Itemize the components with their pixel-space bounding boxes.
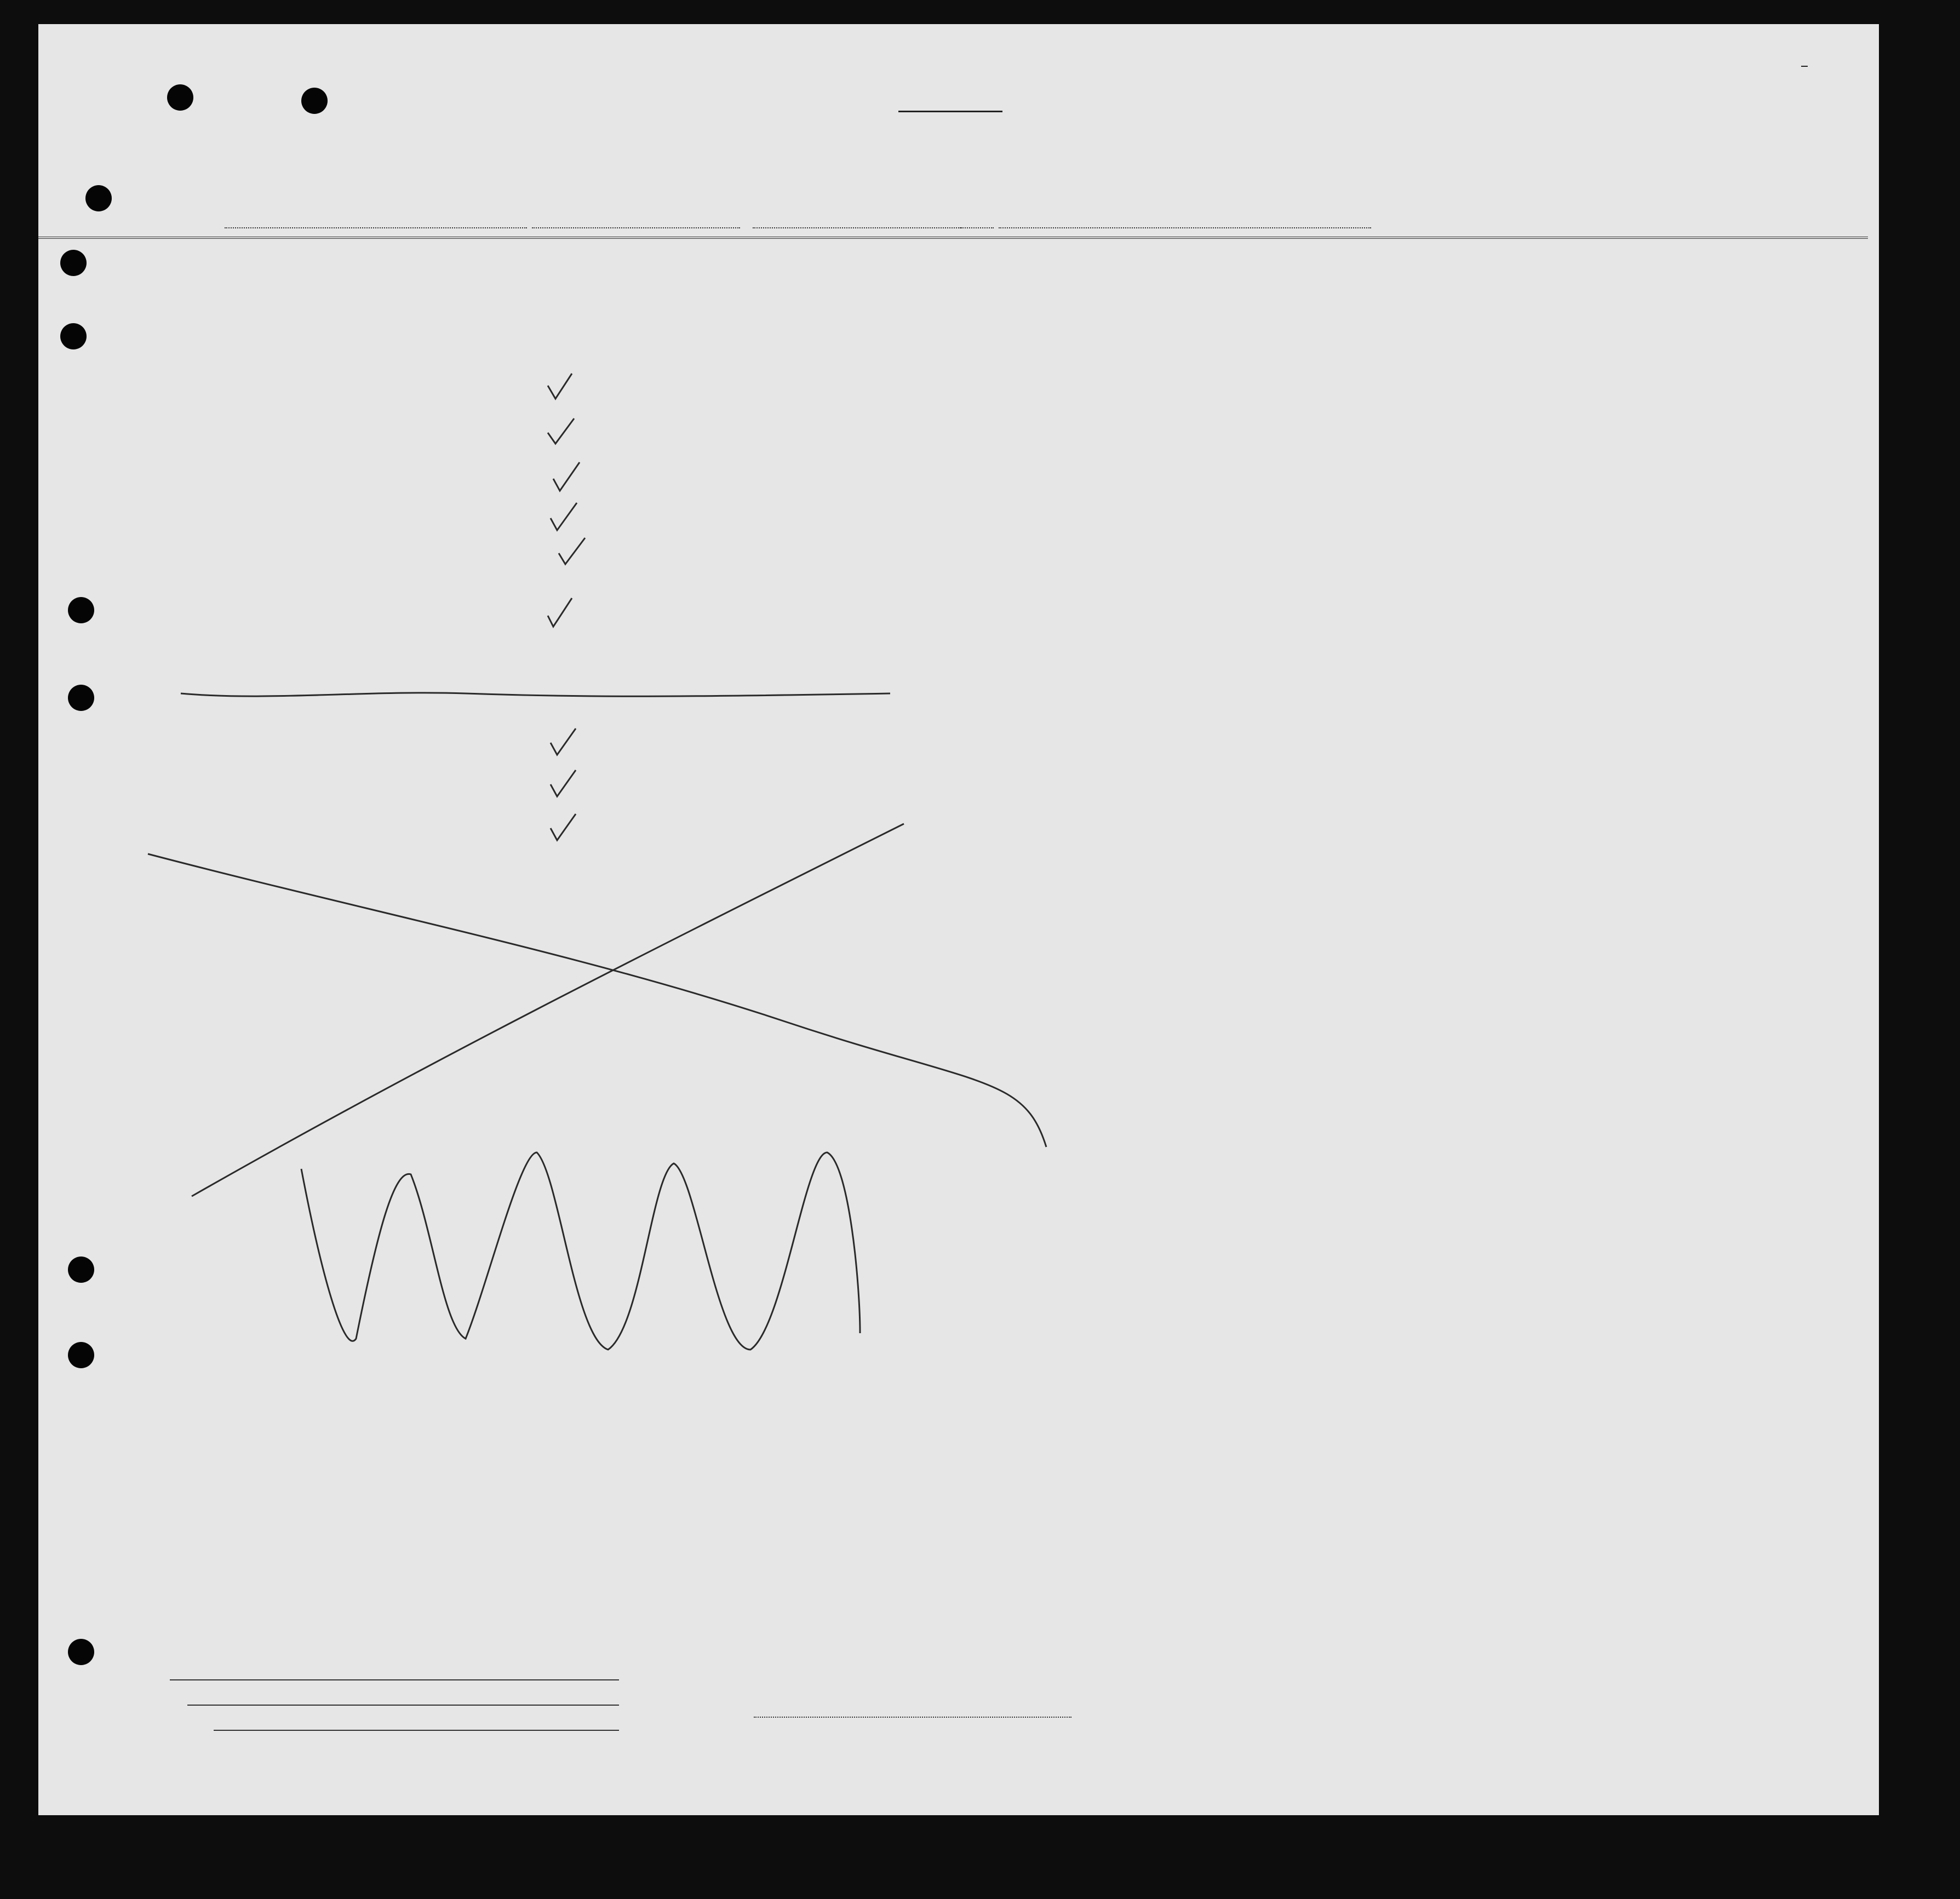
manifest-sheet xyxy=(38,24,1879,1815)
checkmark-icon xyxy=(551,503,577,530)
checkmark-icon xyxy=(548,418,574,444)
checkmark-icon xyxy=(551,814,576,840)
checkmark-icon xyxy=(548,374,572,399)
pen-marks xyxy=(38,24,1879,1815)
cross-out-stroke xyxy=(192,824,904,1196)
wave-stroke xyxy=(301,1152,860,1350)
line-blank xyxy=(170,1679,619,1680)
checkmark-icon xyxy=(559,538,585,564)
owners-blank xyxy=(187,1705,619,1706)
agents-blank xyxy=(214,1730,619,1731)
cross-out-stroke xyxy=(148,854,1046,1147)
inspector-signature-blank xyxy=(754,1717,1071,1718)
checkmark-icon xyxy=(551,728,576,755)
checkmark-icon xyxy=(551,770,576,796)
strike-line xyxy=(181,693,890,696)
checkmark-icon xyxy=(553,462,580,491)
checkmark-icon xyxy=(548,598,572,627)
